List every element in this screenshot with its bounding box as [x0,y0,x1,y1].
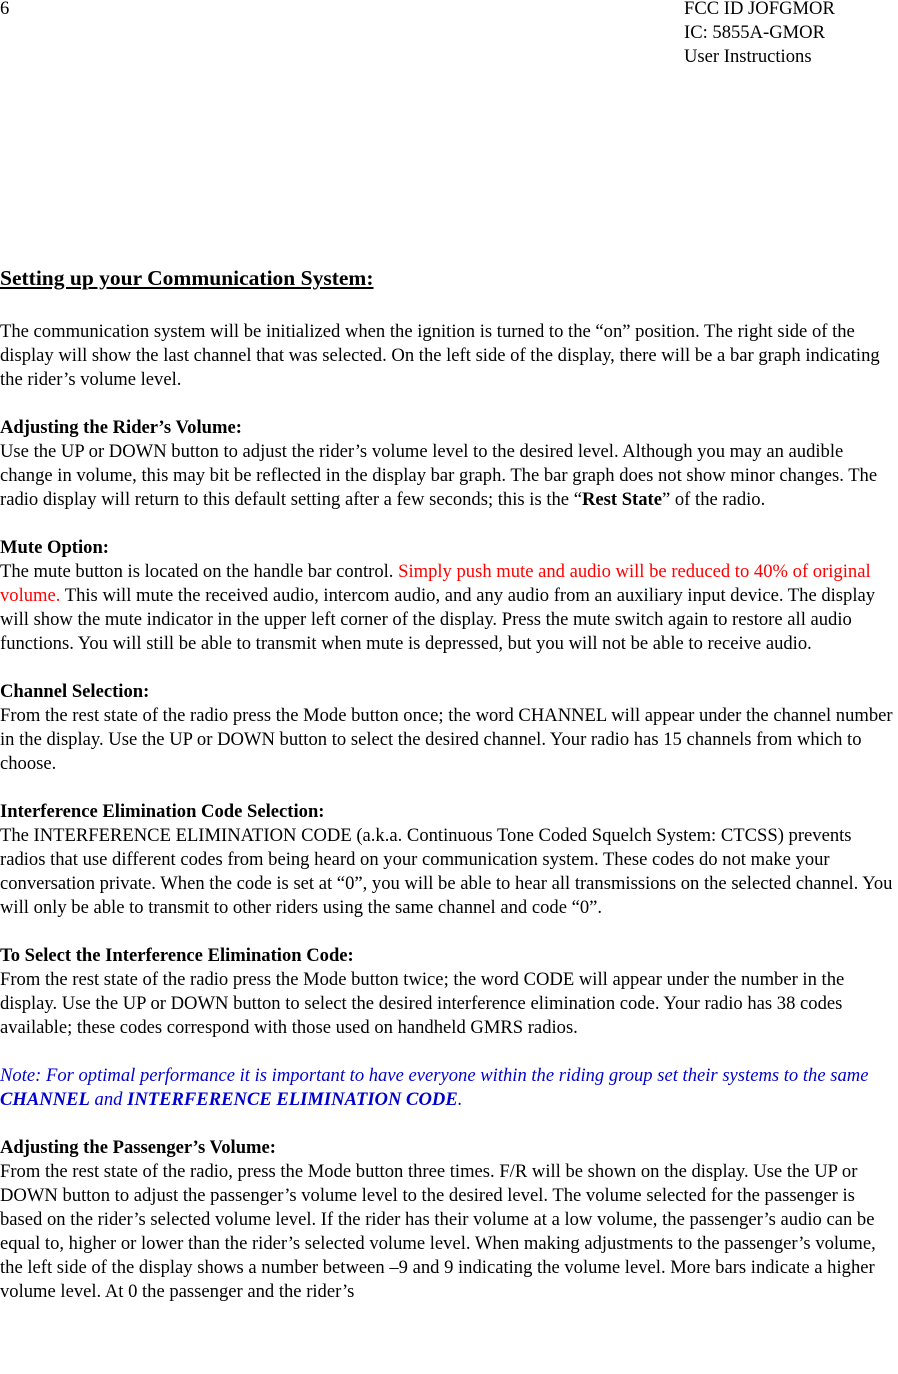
rider-volume-text-end: ” of the radio. [661,489,766,510]
page-number: 6 [0,0,10,19]
document-body [0,320,898,1328]
passenger-section [0,1136,898,1304]
channel-heading: Channel Selection: [0,681,150,702]
note-and: and [89,1089,128,1110]
code-selection-section [0,800,898,920]
rider-volume-text: Use the UP or DOWN button to adjust the rider’s volume level to the desired level. Although you may an audible change in volume, this may bit be reflected in the display bar graph. The bar graph does not show minor changes. The radio display will return to this default setting after a few seconds; this is the “ [0,441,878,510]
mute-red-text: Simply push mute and audio will be reduced to 40% of original volume. [0,561,871,606]
note-channel-term: CHANNEL [0,1089,90,1110]
note-end: . [457,1089,463,1110]
note-code-term: INTERFERENCE ELIMINATION CODE [127,1089,458,1110]
doc-type: User Instructions [684,46,812,67]
channel-section [0,680,898,776]
mute-heading: Mute Option: [0,537,109,558]
mute-text-start: The mute button is located on the handle bar control. [0,561,399,582]
rest-state-term: Rest State [581,489,662,510]
channel-text: From the rest state of the radio press the Mode button once; the word CHANNEL will appear under the channel number in the display. Use the UP or DOWN button to select the desired channel. Your radio has 15 channels from which to choose. [0,705,893,774]
rider-volume-section [0,416,898,512]
rider-volume-heading: Adjusting the Rider’s Volume: [0,417,242,438]
passenger-heading: Adjusting the Passenger’s Volume: [0,1137,276,1158]
mute-section [0,536,898,656]
code-selection-heading: Interference Elimination Code Selection: [0,801,325,822]
note-paragraph [0,1064,898,1112]
fcc-id: FCC ID JOFGMOR [684,0,835,19]
fcc-header [684,0,835,69]
select-code-heading: To Select the Interference Elimination Code: [0,945,354,966]
intro-paragraph: The communication system will be initialized when the ignition is turned to the “on” position. The right side of the display will show the last channel that was selected. On the left side of the display, there will be a bar graph indicating the rider’s volume level. [0,321,880,390]
ic-number: IC: 5855A-GMOR [684,22,826,43]
select-code-section [0,944,898,1040]
mute-text-end: This will mute the received audio, intercom audio, and any audio from an auxiliary input device. The display will show the mute indicator in the upper left corner of the display. Press the mute switch again to restore all audio functions. You will still be able to transmit when mute is depressed, but you will not be able to receive audio. [0,585,876,654]
note-text: Note: For optimal performance it is important to have everyone within the riding group set their systems to the same [0,1065,869,1086]
page-title: Setting up your Communication System: [0,266,374,290]
passenger-text: From the rest state of the radio, press the Mode button three times. F/R will be shown on the display. Use the UP or DOWN button to adjust the passenger’s volume level to the desired level. The volume selected for the passenger is based on the rider’s selected volume level. If the rider has their volume at a low volume, the passenger’s audio can be equal to, higher or lower than the rider’s selected volume level. When making adjustments to the passenger’s volume, the left side of the display shows a number between –9 and 9 indicating the volume level. More bars indicate a higher volume level. At 0 the passenger and the rider’s [0,1161,876,1302]
select-code-text: From the rest state of the radio press the Mode button twice; the word CODE will appear under the number in the display. Use the UP or DOWN button to select the desired interference elimination code. Your radio has 38 codes available; these codes correspond with those used on handheld GMRS radios. [0,969,845,1038]
code-selection-text: The INTERFERENCE ELIMINATION CODE (a.k.a. Continuous Tone Coded Squelch System: CTCSS) prevents radios that use different codes from being heard on your communication system. These codes do not make your conversation private. When the code is set at “0”, you will be able to hear all transmissions on the selected channel. You will only be able to transmit to other riders using the same channel and code “0”. [0,825,893,918]
